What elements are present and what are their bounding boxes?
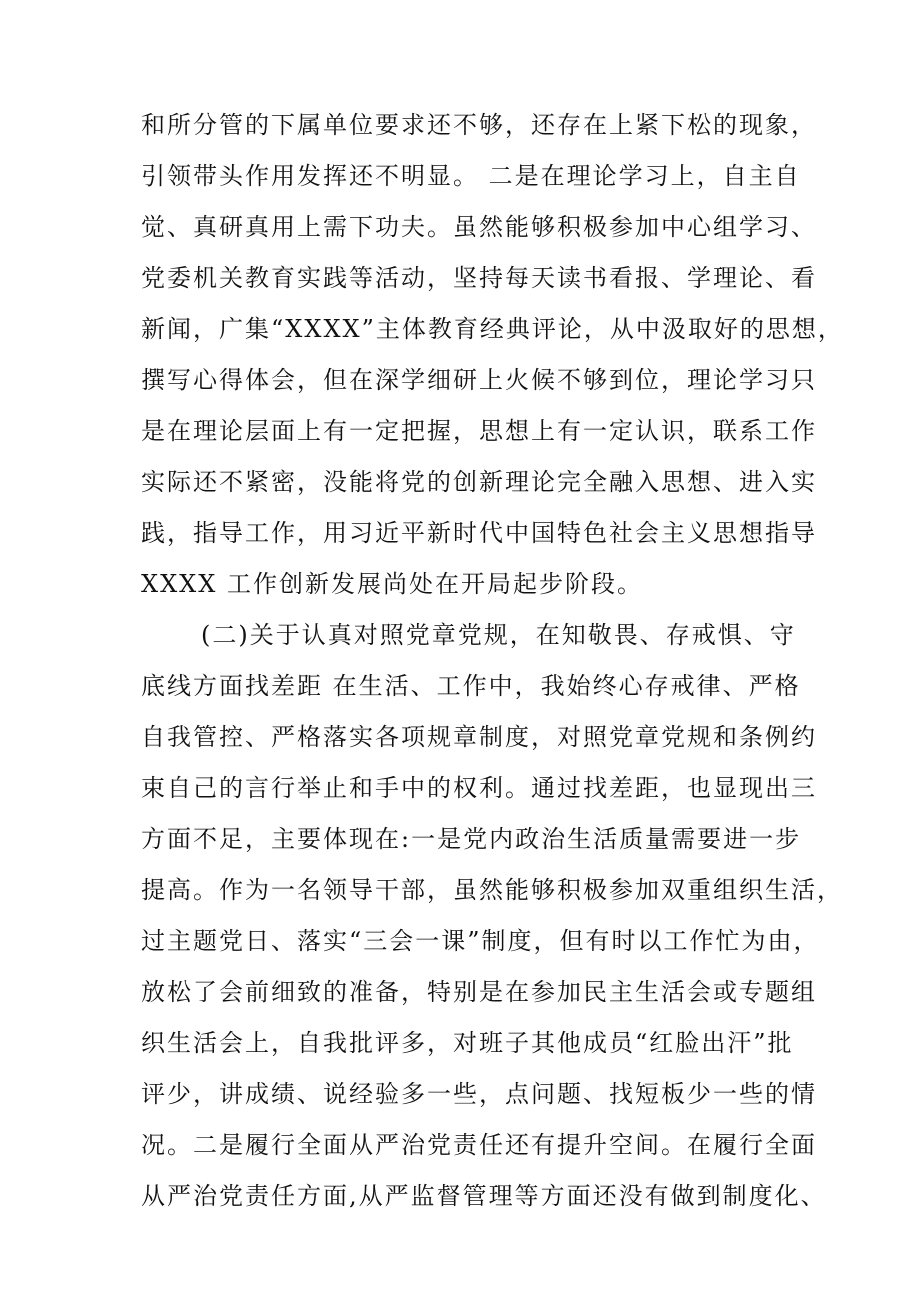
- text-line: 织生活会上，自我批评多，对班子其他成员“红脸出汗”批: [141, 1029, 794, 1057]
- text-line: 况。二是履行全面从严治党责任还有提升空间。在履行全面: [141, 1131, 817, 1159]
- text-line: 过主题党日、落实“三会一课”制度，但有时以工作忙为由，: [141, 927, 820, 955]
- text-line: 底线方面找差距 在生活、工作中，我始终心存戒律、严格: [141, 672, 801, 700]
- text-line: 提高。作为一名领导干部，虽然能够积极参加双重组织生活，: [141, 876, 843, 904]
- text-line: 新闻，广集“XXXX”主体教育经典评论，从中汲取好的思想，: [141, 315, 844, 343]
- text-line: 自我管控、严格落实各项规章制度，对照党章党规和条例约: [141, 723, 817, 751]
- text-line: 是在理论层面上有一定把握，思想上有一定认识，联系工作: [141, 417, 817, 445]
- text-line: 撰写心得体会，但在深学细研上火候不够到位，理论学习只: [141, 366, 817, 394]
- text-line: 实际还不紧密，没能将党的创新理论完全融入思想、进入实: [141, 468, 817, 496]
- text-line: XXXX 工作创新发展尚处在开局起步阶段。: [141, 570, 643, 598]
- section-heading-line: (二)关于认真对照党章党规，在知敬畏、存戒惧、守: [201, 621, 796, 649]
- text-line: 践，指导工作，用习近平新时代中国特色社会主义思想指导: [141, 519, 817, 547]
- text-line: 党委机关教育实践等活动，坚持每天读书看报、学理论、看: [141, 264, 817, 292]
- text-line: 放松了会前细致的准备，特别是在参加民主生活会或专题组: [141, 978, 817, 1006]
- text-line: 觉、真研真用上需下功夫。虽然能够积极参加中心组学习、: [141, 213, 817, 241]
- text-line: 评少，讲成绩、说经验多一些，点问题、找短板少一些的情: [141, 1080, 817, 1108]
- text-line: 引领带头作用发挥还不明显。 二是在理论学习上，自主自: [141, 162, 801, 190]
- text-line: 从严治党责任方面,从严监督管理等方面还没有做到制度化、: [141, 1182, 827, 1210]
- text-line: 方面不足，主要体现在:一是党内政治生活质量需要进一步: [141, 825, 802, 853]
- text-line: 束自己的言行举止和手中的权利。通过找差距，也显现出三: [141, 774, 817, 802]
- text-line: 和所分管的下属单位要求还不够，还存在上紧下松的现象，: [141, 111, 817, 139]
